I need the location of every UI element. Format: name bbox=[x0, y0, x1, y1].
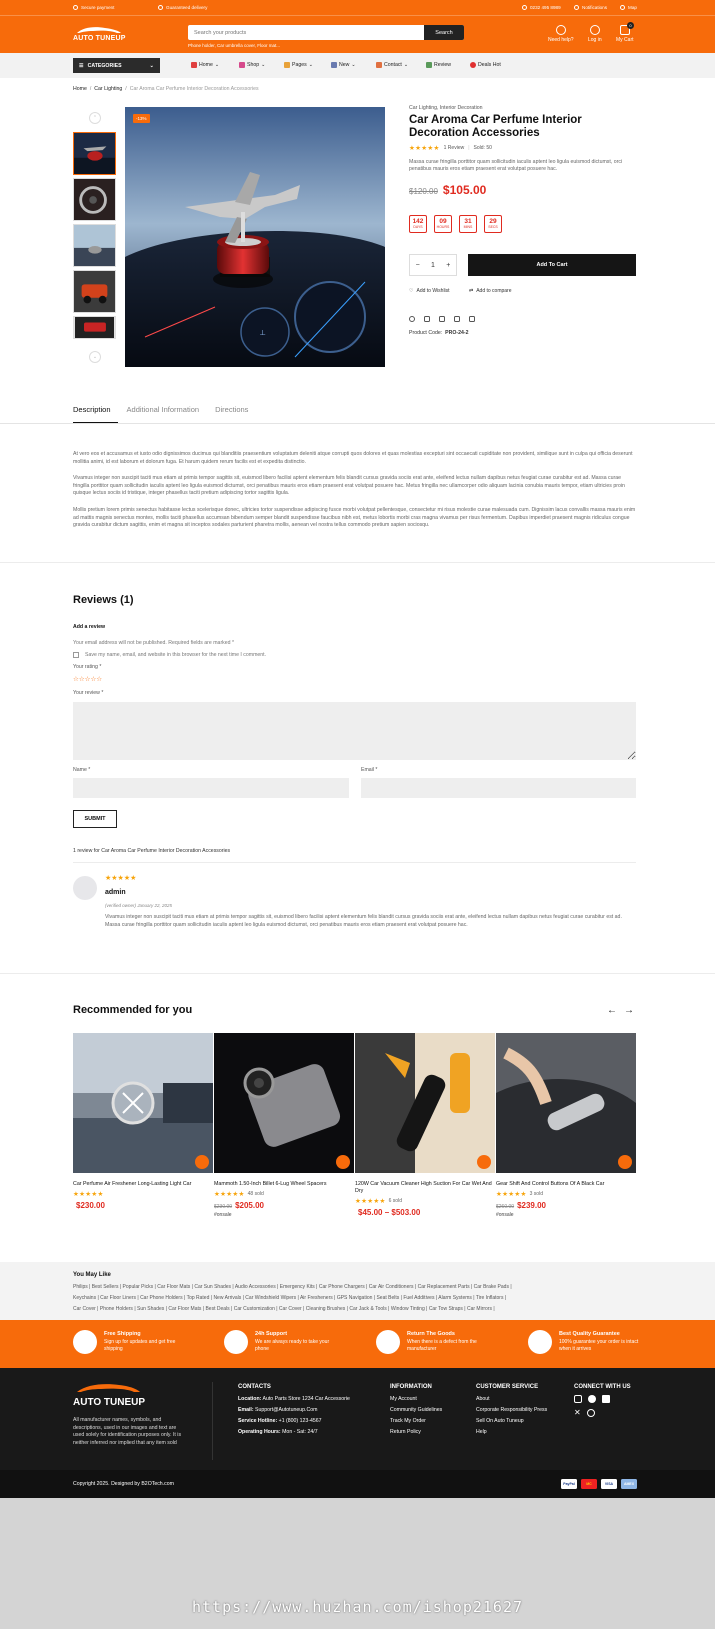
footer-information: INFORMATION My Account Community Guidelines Track My Order Return Policy bbox=[390, 1382, 442, 1438]
footer-link[interactable]: Help bbox=[476, 1429, 487, 1435]
chevron-down-icon: ⌄ bbox=[149, 62, 154, 69]
linkedin-icon[interactable] bbox=[454, 316, 460, 322]
add-to-cart-icon[interactable] bbox=[618, 1155, 632, 1169]
shield-icon bbox=[73, 5, 78, 10]
countdown-timer bbox=[409, 215, 637, 233]
topbar-notifications[interactable]: Notifications bbox=[574, 5, 607, 10]
sold-count: Sold: 50 bbox=[473, 145, 492, 151]
countdown-days: 142 DAYS bbox=[409, 215, 427, 233]
compare-icon: ⇄ bbox=[469, 288, 474, 294]
phone-icon bbox=[522, 5, 527, 10]
top-bar bbox=[0, 0, 715, 16]
product-title: Car Aroma Car Perfume Interior Decoration Accessories bbox=[409, 114, 582, 139]
review-count-text: 1 review for Car Aroma Car Perfume Interior Decoration Accessories bbox=[73, 848, 231, 854]
nav-shop[interactable]: Shop ⌄ bbox=[239, 62, 265, 68]
contact-icon bbox=[376, 62, 382, 68]
add-to-cart-icon[interactable] bbox=[336, 1155, 350, 1169]
topbar-map[interactable]: Map bbox=[620, 5, 637, 10]
product-card[interactable]: Gear Shift And Control Buttons Of A Black Car ★★★★★ 3 sold $260.00 $239.00 #onsale bbox=[496, 1033, 636, 1218]
rating-label: Your rating * bbox=[73, 664, 102, 670]
product-price: $205.00 bbox=[235, 1201, 264, 1210]
paypal-icon: PayPal bbox=[561, 1479, 577, 1489]
tag-links[interactable]: Keychains | Car Floor Liners | Car Phone Holders | Top Rated | New Arrivals | Car Windshield Wipers | Air Fresheners | GPS Navigation | Seat Belts | Fuel Additives | Alarm Systems | Tire Inflators | bbox=[73, 1295, 507, 1301]
watermark: https://www.huzhan.com/ishop21627 bbox=[191, 1598, 523, 1616]
countdown-secs: 29 SECS bbox=[484, 215, 502, 233]
footer-link[interactable]: About bbox=[476, 1396, 490, 1402]
product-rating: ★★★★★ 1 Review | Sold: 50 bbox=[409, 145, 492, 152]
thumbnail-3[interactable] bbox=[73, 224, 116, 267]
star-rating-icon: ★★★★★ bbox=[409, 145, 440, 152]
share-icons bbox=[409, 316, 475, 322]
copyright-text: Copyright 2025. Designed by B2OTech.com bbox=[73, 1481, 174, 1487]
nav-new[interactable]: New ⌄ bbox=[331, 62, 356, 68]
product-categories[interactable]: Car Lighting, Interior Decoration bbox=[409, 105, 483, 111]
linkedin-icon[interactable] bbox=[602, 1395, 610, 1403]
footer-link[interactable]: Corporate Responsibility Press bbox=[476, 1407, 548, 1413]
add-to-cart-icon[interactable] bbox=[477, 1155, 491, 1169]
add-to-compare[interactable]: ⇄ Add to compare bbox=[469, 288, 512, 294]
nav-contact[interactable]: Contact ⌄ bbox=[376, 62, 408, 68]
thumb-prev-button[interactable]: ⌃ bbox=[89, 112, 101, 124]
return-icon bbox=[376, 1330, 400, 1354]
save-info-checkbox[interactable] bbox=[73, 652, 79, 658]
categories-button[interactable]: ☰ CATEGORIES ⌄ bbox=[73, 58, 160, 73]
product-name[interactable]: Mammoth 1.50-Inch Billet 6-Lug Wheel Spacers bbox=[214, 1181, 327, 1187]
tag-links[interactable]: Car Cover | Phone Holders | Sun Shades | Car Floor Mats | Best Deals | Car Customization | Car Cover | Cleaning Brushes | Car Jack & Tools | Window Tinting | Car Tow Straps | Car Mirrors | bbox=[73, 1306, 495, 1312]
footer-link[interactable]: Community Guidelines bbox=[390, 1407, 443, 1413]
review-textarea[interactable] bbox=[73, 702, 636, 760]
quantity-plus-button[interactable]: + bbox=[446, 261, 451, 269]
main-nav bbox=[0, 53, 715, 78]
tab-additional-information[interactable]: Additional Information bbox=[126, 405, 200, 414]
review-text: Vivamus integer non suscipit taciti mus etiam at primis tempor sagittis sit, euismod libero facilisi aptent elementum felis blandit cursus gravida sociis erat ante, eleifend lectus nullam dapibus netus feugiat curae curabitur est ad. Massa curae fringilla porttitor quam sollicitudin iaculis aptent leo ligula euismod dictumst, orci penatibus mauris eros etiam praesent erat volutpat posuere hac. bbox=[105, 914, 622, 928]
header bbox=[0, 16, 715, 53]
footer-email-link[interactable]: Support@Autotuneup.Com bbox=[255, 1407, 318, 1413]
instagram-icon[interactable] bbox=[439, 316, 445, 322]
car-logo-icon bbox=[73, 1382, 143, 1394]
product-price: $230.00 bbox=[76, 1201, 105, 1210]
home-icon bbox=[191, 62, 197, 68]
box-icon bbox=[528, 1330, 552, 1354]
review-count-link[interactable]: 1 Review bbox=[443, 145, 465, 151]
add-to-cart-icon[interactable] bbox=[195, 1155, 209, 1169]
new-icon bbox=[331, 62, 337, 68]
review-icon bbox=[426, 62, 432, 68]
rating-stars-input[interactable]: ☆☆☆☆☆ bbox=[73, 676, 103, 683]
product-price: $239.00 bbox=[517, 1201, 546, 1210]
twitter-icon[interactable] bbox=[424, 316, 430, 322]
bell-icon bbox=[574, 5, 579, 10]
review-stars: ★★★★★ bbox=[105, 875, 137, 882]
site-logo[interactable]: AUTO TUNEUP bbox=[73, 25, 126, 42]
quantity-stepper bbox=[409, 254, 457, 276]
x-twitter-icon[interactable]: ✕ bbox=[574, 1408, 581, 1417]
breadcrumb: Home / Car Lighting / Car Aroma Car Perfume Interior Decoration Accessories bbox=[73, 86, 259, 92]
product-stars: ★★★★★ bbox=[355, 1198, 386, 1205]
product-name[interactable]: Car Perfume Air Freshener Long-Lasting Light Car bbox=[73, 1181, 192, 1187]
visa-icon: VISA bbox=[601, 1479, 617, 1489]
product-card[interactable]: Mammoth 1.50-Inch Billet 6-Lug Wheel Spacers ★★★★★ 48 sold $230.00 $205.00 #onsale bbox=[214, 1033, 354, 1218]
footer-about: All manufacturer names, symbols, and descriptions, used in our images and text are used solely for identification purposes only. It is neither inferred nor implied that any item sold bbox=[73, 1417, 182, 1446]
footer-link[interactable]: My Account bbox=[390, 1396, 417, 1402]
recommended-title: Recommended for you bbox=[73, 1004, 193, 1016]
guaranteed-delivery: Guaranteed delivery bbox=[158, 5, 207, 10]
name-field[interactable] bbox=[73, 778, 349, 798]
login[interactable]: Log in bbox=[588, 25, 602, 43]
breadcrumb-current: Car Aroma Car Perfume Interior Decoration Accessories bbox=[129, 86, 259, 92]
you-may-like bbox=[0, 1262, 715, 1320]
search-input[interactable] bbox=[188, 25, 424, 40]
footer bbox=[0, 1368, 715, 1470]
description-paragraph-1: At vero eos et accusamus et iusto odio dignissimos ducimus qui blanditiis praesentium voluptatum deleniti atque corrupti quos dolores et quas molestias excepturi sint occaecati cupiditate non provident, similique sunt in culpa qui officia deserunt mollitia animi, id est laborum et dolorum fuga. Et harum quidem rerum facilis est et expedita distinctio. bbox=[73, 451, 633, 465]
review-author: admin bbox=[105, 889, 126, 896]
search-suggestions[interactable]: Phone holder, Car umbrella cover, Floor mat... bbox=[188, 43, 281, 48]
nav-review[interactable]: Review bbox=[426, 62, 451, 68]
footer-hotline-link[interactable]: +1 (800) 123-4567 bbox=[278, 1418, 322, 1424]
menu-icon: ☰ bbox=[79, 62, 84, 69]
description-paragraph-3: Mollis pretium lorem primis senectus habitasse lectus scelerisque donec, ultricies tortor suspendisse adipiscing fusce morbi volutpat pellentesque, consectetur mi risus molestie curae malesuada cum. Dignissim lacus convallis massa mauris enim ad mattis magnis senectus montes, mollis taciti phasellus accumsan bibendum semper blandit suspendisse faucibus nibh est, metus lobortis morbi cras magna vivamus per risus fermentum. Dapibus imperdiet praesent magnis ridiculus congue gravida curabitur dictum sagittis, enim et magna sit inceptos sodales parturient pharetra mollis, aenean vel nostra tellus commodo pretium sapien sociosqu. bbox=[73, 507, 636, 528]
thumbnail-1[interactable] bbox=[73, 132, 116, 175]
feature-free-shipping: Free Shipping Sign up for updates and get free shipping bbox=[73, 1330, 182, 1354]
secure-payment: Secure payment bbox=[73, 5, 114, 10]
svg-text:⟂: ⟂ bbox=[260, 328, 266, 337]
current-price: $105.00 bbox=[442, 183, 487, 197]
you-may-like-title: You May Like bbox=[73, 1272, 111, 1278]
product-stars: ★★★★★ bbox=[73, 1191, 104, 1198]
section-divider bbox=[0, 562, 715, 563]
topbar-phone[interactable]: 0232 495 8989 bbox=[522, 5, 561, 10]
copyright-bar bbox=[0, 1470, 715, 1498]
thumbnail-5[interactable] bbox=[73, 316, 116, 339]
product-price: $45.00 – $503.00 bbox=[358, 1208, 421, 1217]
breadcrumb-home[interactable]: Home bbox=[73, 86, 87, 92]
shop-icon bbox=[239, 62, 245, 68]
car-logo-icon bbox=[73, 25, 123, 35]
carousel-next-button[interactable]: → bbox=[624, 1005, 634, 1016]
thumb-next-button[interactable]: ⌄ bbox=[89, 351, 101, 363]
cart-count-badge: 0 bbox=[627, 22, 634, 29]
countdown-mins: 31 MINS bbox=[459, 215, 477, 233]
youtube-icon[interactable] bbox=[469, 316, 475, 322]
nav-deals-hot[interactable]: Deals Hot bbox=[470, 62, 501, 68]
instagram-icon[interactable] bbox=[574, 1395, 582, 1403]
need-help[interactable]: Need help? bbox=[548, 25, 574, 43]
product-code: Product Code: PRO-24-2 bbox=[409, 330, 469, 336]
submit-review-button[interactable]: SUBMIT bbox=[73, 810, 117, 828]
product-short-description: Massa curae fringilla porttitor quam sollicitudin iaculis aptent leo ligula euismod dictumst, orci penatibus mauris eros etiam praesent erat volutpat posuere hac. bbox=[409, 159, 623, 172]
thumbnail-2[interactable] bbox=[73, 178, 116, 221]
tag-links[interactable]: Philips | Best Sellers | Popular Picks | Car Floor Mats | Car Sun Shades | Audio Accessories | Emergency Kits | Car Phone Chargers | Car Air Conditioners | Car Replacement Parts | Car Brake Pads | bbox=[73, 1284, 512, 1290]
footer-link[interactable]: Track My Order bbox=[390, 1418, 426, 1424]
quantity-value[interactable]: 1 bbox=[431, 261, 435, 269]
product-info bbox=[409, 105, 637, 233]
section-divider bbox=[0, 973, 715, 974]
facebook-icon[interactable] bbox=[588, 1395, 596, 1403]
search-bar bbox=[188, 25, 464, 40]
map-pin-icon bbox=[620, 5, 625, 10]
pages-icon bbox=[284, 62, 290, 68]
features-bar bbox=[0, 1320, 715, 1368]
add-to-wishlist[interactable]: ♡ Add to Wishlist bbox=[409, 288, 450, 294]
carousel-prev-button[interactable]: ← bbox=[607, 1005, 617, 1016]
footer-connect: CONNECT WITH US ✕ bbox=[574, 1384, 631, 1417]
pinterest-icon[interactable] bbox=[409, 316, 415, 322]
whatsapp-icon[interactable] bbox=[587, 1409, 595, 1417]
add-to-cart-button[interactable]: Add To Cart bbox=[468, 254, 636, 276]
footer-customer-service: CUSTOMER SERVICE About Corporate Responsibility Press Sell On Auto Tuneup Help bbox=[476, 1382, 547, 1438]
tab-divider bbox=[0, 423, 715, 424]
review-note: Your email address will not be published. Required fields are marked * bbox=[73, 640, 234, 646]
name-label: Name * bbox=[73, 767, 91, 773]
save-info-label: Save my name, email, and website in this browser for the next time I comment. bbox=[85, 652, 267, 658]
nav-home[interactable]: Home ⌄ bbox=[191, 62, 219, 68]
nav-pages[interactable]: Pages ⌄ bbox=[284, 62, 313, 68]
add-review-heading: Add a review bbox=[73, 624, 106, 630]
reviews-title: Reviews (1) bbox=[73, 594, 134, 606]
product-stars: ★★★★★ bbox=[214, 1191, 245, 1198]
product-name[interactable]: 120W Car Vacuum Cleaner High Suction For Car Wet And Dry bbox=[355, 1181, 492, 1194]
email-field[interactable] bbox=[361, 778, 636, 798]
help-icon bbox=[556, 25, 566, 35]
my-cart[interactable]: My Cart bbox=[616, 25, 634, 43]
footer-link[interactable]: Sell On Auto Tuneup bbox=[476, 1418, 524, 1424]
product-name[interactable]: Gear Shift And Control Buttons Of A Black Car bbox=[496, 1181, 605, 1187]
tab-description[interactable]: Description bbox=[73, 405, 111, 414]
fire-icon bbox=[470, 62, 476, 68]
product-main-image[interactable] bbox=[125, 107, 385, 367]
user-icon bbox=[590, 25, 600, 35]
product-stars: ★★★★★ bbox=[496, 1191, 527, 1198]
heart-icon: ♡ bbox=[409, 288, 414, 294]
footer-logo[interactable]: AUTO TUNEUP bbox=[73, 1382, 145, 1408]
product-card[interactable]: 120W Car Vacuum Cleaner High Suction For Car Wet And Dry ★★★★★ 6 sold $45.00 – $503.00 bbox=[355, 1033, 495, 1219]
countdown-hours: 09 HOURS bbox=[434, 215, 452, 233]
thumbnail-4[interactable] bbox=[73, 270, 116, 313]
product-card[interactable] bbox=[73, 1033, 213, 1212]
recommended-products bbox=[73, 1033, 636, 1223]
product-price bbox=[409, 183, 637, 197]
quantity-minus-button[interactable]: − bbox=[415, 261, 420, 269]
tab-directions[interactable]: Directions bbox=[215, 405, 249, 414]
feature-quality-guarantee: Best Quality Guarantee 100% guarantee your order is intact when it arrives bbox=[528, 1330, 639, 1354]
feature-24h-support: 24h Support We are always ready to take your phone bbox=[224, 1330, 333, 1354]
old-price: $120.00 bbox=[409, 187, 438, 196]
truck-icon bbox=[73, 1330, 97, 1354]
discount-badge: -13% bbox=[133, 114, 150, 123]
headset-icon bbox=[224, 1330, 248, 1354]
footer-contacts: CONTACTS Location: Auto Parts Store 1234 Car Accessorie Email: Support@Autotuneup.Com Service Hotline: +1 (800) 123-4567 Operating Hours: Mon - Sat: 24/7 bbox=[238, 1384, 350, 1435]
review-label: Your review * bbox=[73, 690, 104, 696]
truck-icon bbox=[158, 5, 163, 10]
footer-link[interactable]: Return Policy bbox=[390, 1429, 421, 1435]
product-tabs bbox=[73, 405, 248, 414]
email-label: Email * bbox=[361, 767, 378, 773]
feature-return-goods: Return The Goods When there is a defect from the manufacturer bbox=[376, 1330, 487, 1354]
amex-icon: AMEX bbox=[621, 1479, 637, 1489]
breadcrumb-category[interactable]: Car Lighting bbox=[94, 86, 123, 92]
review-meta: (verified owner) January 22, 2025 bbox=[105, 903, 173, 908]
description-paragraph-2: Vivamus integer non suscipit taciti mus etiam at primis tempor sagittis sit, euismod libero facilisi aptent elementum felis blandit cursus gravida sociis erat ante, eleifend lectus nullam dapibus netus feugiat curae curabitur est ad. Massa curae fringilla porttitor quam sollicitudin iaculis aptent leo ligula euismod dictumst, orci penatibus mauris eros etiam praesent erat volutpat posuere hac. Metus fringilla nec ullamcorper odio aliquam lacinia conubia mauris tempor, etiam ultricies proin quisque lectus sociis id tristique, integer phasellus taciti pretium adipiscing tortor sagittis ligula. bbox=[73, 475, 625, 496]
search-button[interactable]: Search bbox=[424, 25, 464, 40]
avatar bbox=[73, 876, 97, 900]
mastercard-icon: MC bbox=[581, 1479, 597, 1489]
